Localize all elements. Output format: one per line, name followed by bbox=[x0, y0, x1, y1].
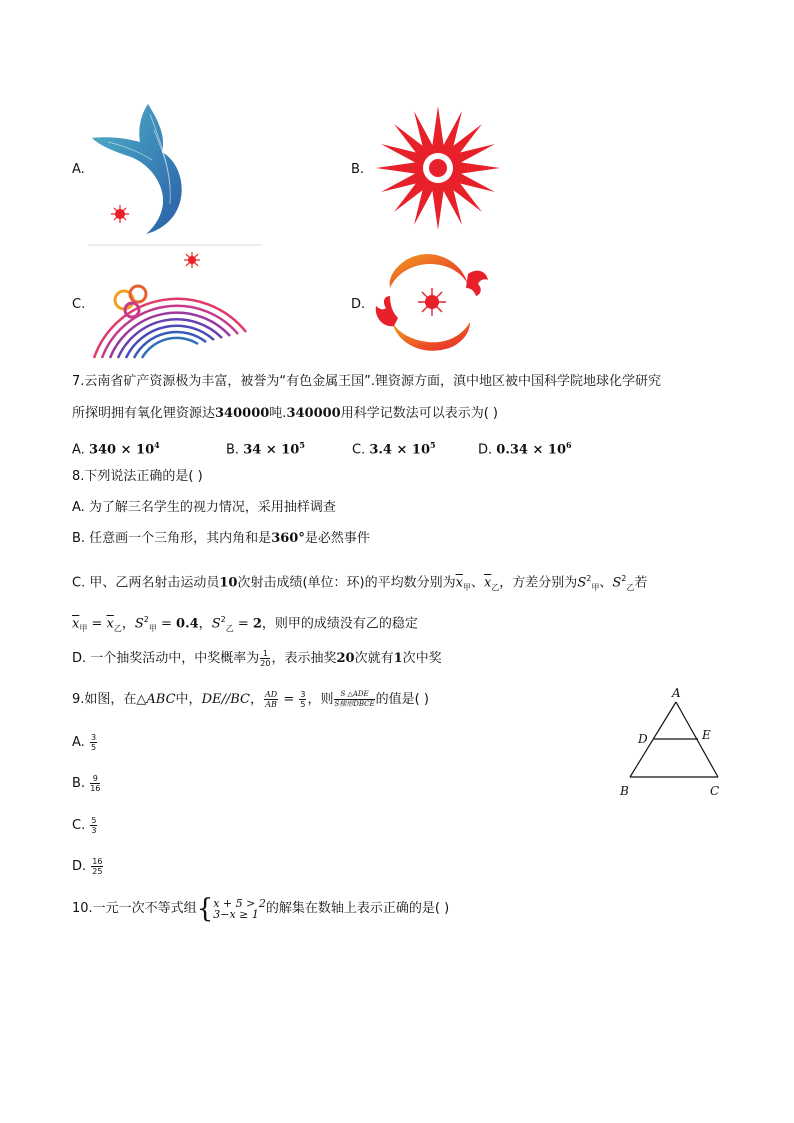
x-bar-symbol: $\overline{x}$ bbox=[72, 616, 80, 632]
q8-option-d bbox=[72, 649, 442, 668]
q8-option-a: A. 为了解三名学生的视力情况，采用抽样调查 bbox=[72, 500, 336, 515]
denominator: AB bbox=[265, 700, 277, 709]
vertex-a-label: A bbox=[672, 686, 681, 700]
option-label: B. bbox=[72, 776, 86, 791]
subscript: 甲 bbox=[148, 623, 157, 633]
q8-value: 1 bbox=[393, 651, 403, 666]
x-bar-symbol: $\overline{x}$ bbox=[106, 616, 114, 632]
equals: = bbox=[279, 692, 299, 707]
denominator: 5 bbox=[300, 700, 306, 709]
q9-math: △ABC bbox=[136, 692, 176, 707]
q8-text: ，方差分别为 bbox=[499, 575, 578, 591]
q8-text: 次就有 bbox=[354, 651, 394, 666]
q8-value: 0.4 bbox=[176, 616, 199, 632]
numerator: S △ADE bbox=[334, 690, 374, 700]
q10-text: 的解集在数轴上表示正确的是( ) bbox=[265, 901, 450, 916]
exponent: 2 bbox=[586, 574, 592, 583]
equals: = bbox=[233, 616, 253, 632]
x-bar-symbol: $\overline{x}$ bbox=[483, 575, 492, 591]
q8-text: D. 一个抽奖活动中，中奖概率为 bbox=[72, 651, 260, 666]
denominator: 20 bbox=[260, 659, 271, 668]
option-b-label: B. bbox=[351, 162, 365, 177]
fraction bbox=[90, 733, 97, 752]
equals: = bbox=[87, 616, 107, 632]
option-label: D. bbox=[478, 442, 493, 458]
numerator: 16 bbox=[92, 857, 103, 866]
exponent: 6 bbox=[566, 440, 572, 450]
q8-value: 20 bbox=[336, 651, 355, 666]
inequality-1: x + 5 > 2 bbox=[213, 896, 266, 910]
q7-option-c bbox=[352, 436, 436, 459]
q9-option-c bbox=[72, 816, 98, 835]
q8-text: ，表示抽奖 bbox=[271, 651, 337, 666]
q9-text: 中， bbox=[175, 692, 202, 707]
denominator: S梯形DBCE bbox=[334, 700, 375, 708]
q7-value: 340000 bbox=[215, 406, 270, 421]
q8-text: ， bbox=[121, 616, 135, 632]
subscript: 甲 bbox=[591, 582, 600, 592]
q9-math: DE//BC bbox=[201, 692, 250, 707]
q8-text: B. 任意画一个三角形，其内角和是 bbox=[72, 531, 272, 546]
sun-logo bbox=[372, 102, 504, 234]
q8-text: 次中奖 bbox=[402, 651, 442, 666]
subscript: 甲 bbox=[462, 582, 471, 592]
numerator: 1 bbox=[260, 649, 270, 659]
option-label: C. bbox=[72, 818, 86, 833]
subscript: 乙 bbox=[113, 623, 122, 633]
q9-option-d bbox=[72, 857, 104, 876]
q8-text: C. 甲、乙两名射击运动员 bbox=[72, 575, 220, 591]
triangle-figure bbox=[612, 684, 732, 800]
q7-text: 吨. bbox=[269, 406, 287, 421]
s-symbol: S bbox=[134, 616, 144, 632]
fraction bbox=[90, 816, 97, 835]
numerator: AD bbox=[265, 690, 278, 699]
denominator: 25 bbox=[92, 867, 103, 876]
q10-text: 10.一元一次不等式组 bbox=[72, 901, 197, 916]
q8-option-c-line1 bbox=[72, 570, 647, 597]
s-symbol: S bbox=[577, 575, 587, 591]
fraction bbox=[91, 857, 103, 876]
q8-text: 若 bbox=[634, 575, 648, 591]
option-value: 0.34 × 10 bbox=[496, 442, 566, 458]
q8-option-c-line2 bbox=[72, 611, 418, 638]
option-value: 340 × 10 bbox=[88, 442, 155, 458]
s-symbol: S bbox=[612, 575, 622, 591]
option-label: C. bbox=[352, 442, 366, 458]
option-a-label: A. bbox=[72, 162, 85, 177]
fraction bbox=[299, 690, 306, 709]
fraction bbox=[90, 774, 100, 793]
inequality-system bbox=[213, 898, 266, 920]
brace: { bbox=[196, 893, 214, 924]
q9-text: 9.如图，在 bbox=[72, 692, 137, 707]
q7-value: 340000 bbox=[286, 406, 341, 421]
dragon-phoenix-logo bbox=[370, 248, 494, 356]
exponent: 2 bbox=[143, 615, 149, 624]
q8-value: 360° bbox=[271, 531, 305, 546]
option-label: A. bbox=[72, 735, 85, 750]
exponent: 2 bbox=[220, 615, 226, 624]
vertex-b-label: B bbox=[620, 784, 629, 798]
q8-text: ，则甲的成绩没有乙的稳定 bbox=[261, 616, 418, 632]
q8-value: 10 bbox=[219, 575, 238, 591]
denominator: 5 bbox=[90, 743, 97, 752]
q9-stem bbox=[72, 690, 429, 709]
q9-text: ， bbox=[249, 692, 263, 707]
option-c-label: C. bbox=[72, 297, 86, 312]
option-label: D. bbox=[72, 859, 87, 874]
x-bar-symbol: $\overline{x}$ bbox=[455, 575, 463, 591]
vertex-d-label: D bbox=[638, 732, 648, 746]
numerator: 3 bbox=[300, 690, 306, 699]
q7-line1: 7.云南省矿产资源极为丰富，被誉为“有色金属王国”.锂资源方面，滇中地区被中国科学院地球化学研究 bbox=[72, 374, 662, 389]
option-value: 3.4 × 10 bbox=[369, 442, 431, 458]
q7-option-d bbox=[478, 436, 572, 459]
q8-text: 次射击成绩(单位：环)的平均数分别为 bbox=[237, 575, 456, 591]
fraction bbox=[264, 690, 278, 709]
numerator: 9 bbox=[90, 774, 100, 784]
q7-option-b bbox=[226, 436, 305, 459]
option-value: 34 × 10 bbox=[243, 442, 300, 458]
q7-line2 bbox=[72, 405, 498, 423]
vertex-e-label: E bbox=[702, 728, 711, 742]
numerator: 3 bbox=[90, 733, 97, 742]
equals: = bbox=[156, 616, 177, 632]
q7-option-a bbox=[72, 436, 160, 459]
q7-text: 用科学记数法可以表示为( ) bbox=[340, 406, 498, 421]
q8-stem: 8.下列说法正确的是( ) bbox=[72, 469, 203, 484]
subscript: 甲 bbox=[79, 623, 88, 633]
denominator: 3 bbox=[91, 826, 97, 835]
vertex-c-label: C bbox=[710, 784, 720, 798]
q8-value: 2 bbox=[252, 616, 262, 632]
option-d-label: D. bbox=[351, 297, 366, 312]
rainbow-logo bbox=[88, 248, 250, 366]
q9-text: ，则 bbox=[307, 692, 334, 707]
option-label: B. bbox=[226, 442, 240, 458]
fraction bbox=[260, 649, 270, 668]
q8-text: 、 bbox=[599, 575, 613, 591]
subscript: 乙 bbox=[225, 623, 234, 633]
exponent: 5 bbox=[299, 440, 305, 450]
subscript: 乙 bbox=[626, 582, 635, 592]
exponent: 4 bbox=[154, 440, 160, 450]
q9-option-b bbox=[72, 774, 101, 793]
q8-text: ， bbox=[198, 616, 212, 632]
q9-text: 的值是( ) bbox=[375, 692, 429, 707]
exponent: 5 bbox=[430, 440, 436, 450]
exponent: 2 bbox=[621, 574, 627, 583]
q7-text: 所探明拥有氧化锂资源达 bbox=[72, 406, 216, 421]
inequality-2: 3−x ≥ 1 bbox=[213, 907, 259, 921]
q8-text: 、 bbox=[470, 575, 484, 591]
fraction bbox=[334, 690, 374, 709]
q8-option-b bbox=[72, 530, 370, 548]
denominator: 16 bbox=[90, 784, 101, 793]
option-label: A. bbox=[72, 442, 85, 458]
s-symbol: S bbox=[211, 616, 221, 632]
q10-stem bbox=[72, 895, 449, 923]
subscript: 乙 bbox=[491, 582, 500, 592]
numerator: 5 bbox=[91, 816, 97, 825]
q9-option-a bbox=[72, 733, 98, 752]
q8-text: 是必然事件 bbox=[304, 531, 370, 546]
whale-tail-logo bbox=[88, 100, 268, 248]
